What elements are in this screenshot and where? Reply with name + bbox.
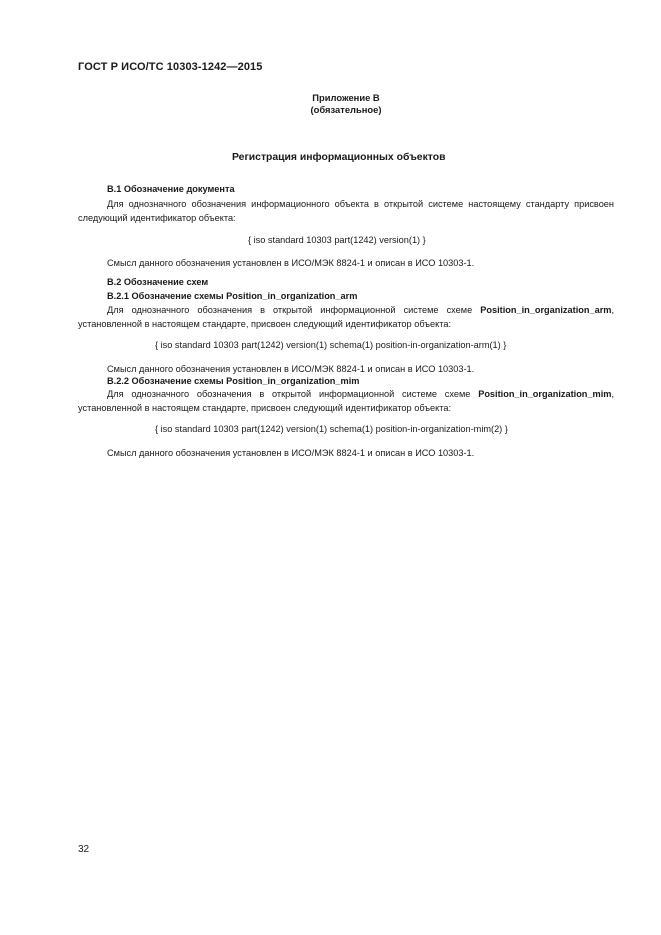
section-b2-heading: В.2 Обозначение схем <box>107 277 209 287</box>
document-identifier: { iso standard 10303 part(1242) version(1) } <box>248 235 426 245</box>
document-code-header: ГОСТ Р ИСО/ТС 10303-1242—2015 <box>78 61 263 73</box>
section-b22-meaning: Смысл данного обозначения установлен в ИСО/МЭК 8824-1 и описан в ИСО 10303-1. <box>107 448 475 458</box>
mim-schema-identifier: { iso standard 10303 part(1242) version(1) schema(1) position-in-organization-mim(2) } <box>155 424 508 434</box>
section-b21-meaning: Смысл данного обозначения установлен в ИСО/МЭК 8824-1 и описан в ИСО 10303-1. <box>107 364 475 374</box>
arm-schema-identifier: { iso standard 10303 part(1242) version(1) schema(1) position-in-organization-arm(1) } <box>155 340 507 350</box>
page-number: 32 <box>78 844 90 855</box>
annex-status: (обязательное) <box>310 104 382 115</box>
section-b1-heading: В.1 Обозначение документа <box>107 184 235 194</box>
section-b22-paragraph: Для однозначного обозначения в открытой информационной системе схеме Position_in_organization_mim, установленной в настоящем стандарте, присвоен следующий идентификатор объекта: <box>78 389 614 413</box>
section-b21-heading: В.2.1 Обозначение схемы Position_in_organization_arm <box>107 291 358 301</box>
section-b1-meaning: Смысл данного обозначения установлен в ИСО/МЭК 8824-1 и описан в ИСО 10303-1. <box>107 258 475 268</box>
section-b1-paragraph: Для однозначного обозначения информационного объекта в открытой системе настоящему стандарту присвоен следующий идентификатор объекта: <box>78 199 614 223</box>
annex-title: Приложение В <box>312 92 380 103</box>
section-b21-paragraph: Для однозначного обозначения в открытой информационной системе схеме Position_in_organization_arm, установленной в настоящем стандарте, присвоен следующий идентификатор объекта: <box>78 305 614 329</box>
section-b22-heading: В.2.2 Обозначение схемы Position_in_organization_mim <box>107 376 360 386</box>
section-title: Регистрация информационных объектов <box>232 152 446 163</box>
schema-name-arm: Position_in_organization_arm <box>480 305 612 315</box>
schema-name-mim: Position_in_organization_mim <box>478 389 612 399</box>
